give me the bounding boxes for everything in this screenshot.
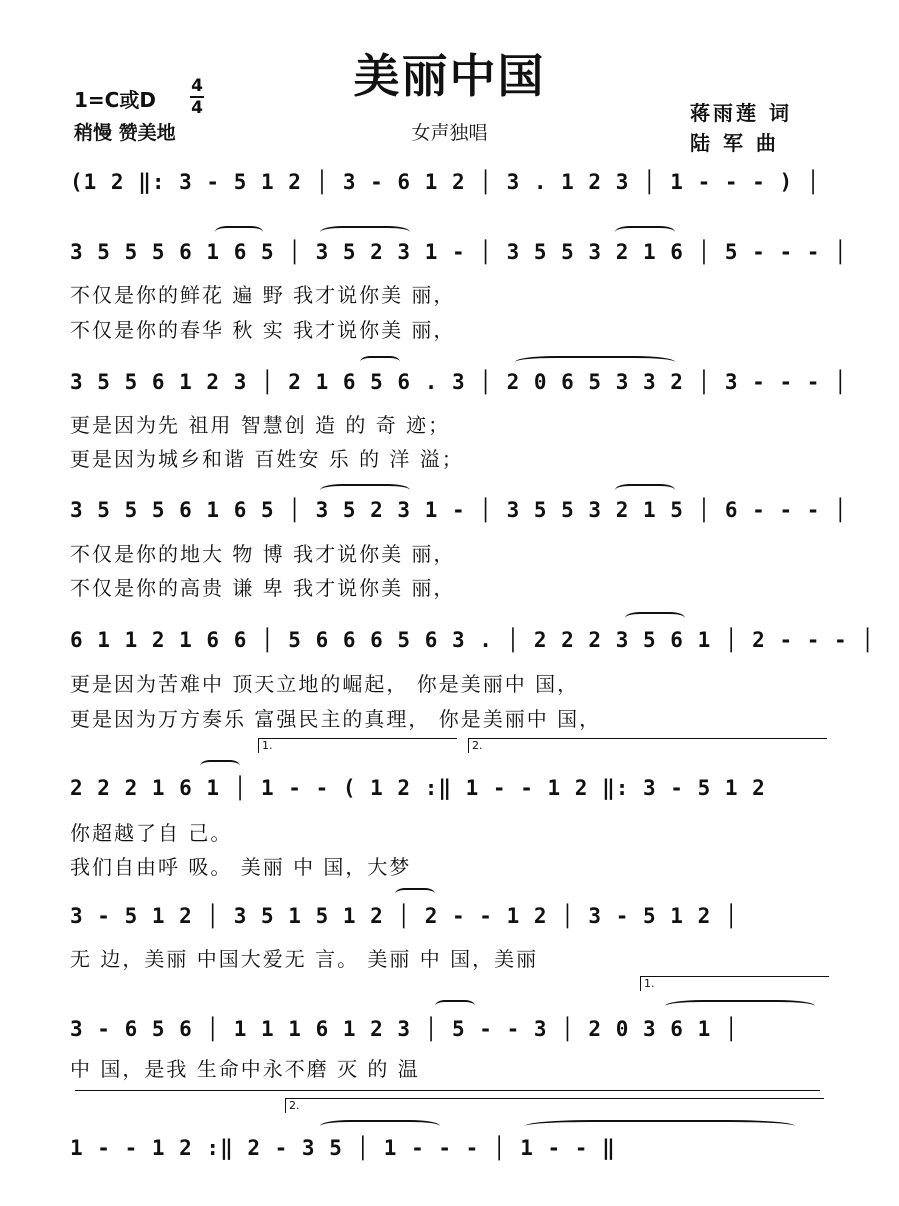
lyrics-row-3-verse-1: 不仅是你的地大 物 博 我才说你美 丽，: [70, 542, 456, 566]
slur-mark: [525, 1120, 795, 1132]
slur-mark: [200, 760, 240, 772]
notation-row-6: 3 - 5 1 2 │ 3 5 1 5 1 2 │ 2 - - 1 2 │ 3 - 5 1 2 │: [70, 904, 739, 928]
lyrics-row-6: 无 边，美丽 中国大爱无 言。 美丽 中 国，美丽: [70, 947, 539, 971]
slur-mark: [515, 356, 675, 368]
notation-row-4: 6 1 1 2 1 6 6 │ 5 6 6 6 5 6 3 . │ 2 2 2 3 5 6 1 │ 2 - - - │: [70, 628, 875, 652]
notation-row-5: 2 2 2 1 6 1 │ 1 - - ( 1 2 :‖ 1 - - 1 2 ‖: 3 - 5 1 2: [70, 776, 766, 800]
time-signature: [190, 78, 204, 116]
lyrics-row-5-verse-1: 你超越了自 己。: [70, 821, 233, 845]
lyricist-credit: 蒋雨莲 词: [690, 101, 792, 125]
notation-row-2: 3 5 5 6 1 2 3 │ 2 1 6 5 6 . 3 │ 2 0 6 5 3 3 2 │ 3 - - - │: [70, 370, 848, 394]
notation-row-7: 3 - 6 5 6 │ 1 1 1 6 1 2 3 │ 5 - - 3 │ 2 0 3 6 1 │: [70, 1017, 739, 1041]
slur-mark: [615, 226, 675, 238]
lyrics-row-3-verse-2: 不仅是你的高贵 谦 卑 我才说你美 丽，: [70, 576, 456, 600]
composer-credit: 陆 军 曲: [690, 131, 779, 155]
time-sig-bottom: 4: [191, 98, 203, 118]
tempo-marking: 稍慢 赞美地: [74, 122, 176, 144]
slur-mark: [395, 888, 435, 900]
slur-mark: [435, 1000, 475, 1012]
slur-mark: [215, 226, 263, 238]
song-title: 美丽中国: [353, 49, 546, 103]
lyrics-row-2-verse-1: 更是因为先 祖用 智慧创 造 的 奇 迹；: [70, 413, 451, 437]
slur-mark: [320, 226, 410, 238]
lyrics-row-7: 中 国，是我 生命中永不磨 灭 的 温: [70, 1057, 420, 1081]
key-signature: 1=C或D: [74, 88, 156, 112]
performance-note: 女声独唱: [411, 122, 488, 144]
lyrics-row-5-verse-2: 我们自由呼 吸。 美丽 中 国，大梦: [70, 855, 412, 879]
notation-row-3: 3 5 5 5 6 1 6 5 │ 3 5 2 3 1 - │ 3 5 5 3 2 1 5 │ 6 - - - │: [70, 498, 848, 522]
slur-mark: [320, 484, 410, 496]
time-sig-top: 4: [191, 76, 203, 96]
system-rule: [75, 1090, 820, 1091]
lyrics-row-1-verse-1: 不仅是你的鲜花 遍 野 我才说你美 丽，: [70, 283, 456, 307]
slur-mark: [360, 356, 400, 368]
notation-row-0: (1 2 ‖: 3 - 5 1 2 │ 3 - 6 1 2 │ 3 . 1 2 3 │ 1 - - - ) │: [70, 170, 821, 194]
volta-1: 1.: [258, 738, 457, 753]
lyrics-row-4-verse-1: 更是因为苦难中 顶天立地的崛起， 你是美丽中 国，: [70, 672, 580, 696]
slur-mark: [615, 484, 675, 496]
lyrics-row-1-verse-2: 不仅是你的春华 秋 实 我才说你美 丽，: [70, 318, 456, 342]
slur-mark: [320, 1120, 440, 1132]
volta-1-second: 1.: [640, 976, 829, 991]
notation-row-8: 1 - - 1 2 :‖ 2 - 3 5 │ 1 - - - │ 1 - - ‖: [70, 1136, 616, 1160]
lyrics-row-4-verse-2: 更是因为万方奏乐 富强民主的真理， 你是美丽中 国，: [70, 707, 602, 731]
volta-2-second: 2.: [285, 1098, 824, 1113]
slur-mark: [665, 1000, 815, 1012]
notation-row-1: 3 5 5 5 6 1 6 5 │ 3 5 2 3 1 - │ 3 5 5 3 2 1 6 │ 5 - - - │: [70, 240, 848, 264]
credits: [690, 98, 792, 158]
slur-mark: [625, 612, 685, 624]
lyrics-row-2-verse-2: 更是因为城乡和谐 百姓安 乐 的 洋 溢；: [70, 447, 464, 471]
volta-2: 2.: [468, 738, 827, 753]
